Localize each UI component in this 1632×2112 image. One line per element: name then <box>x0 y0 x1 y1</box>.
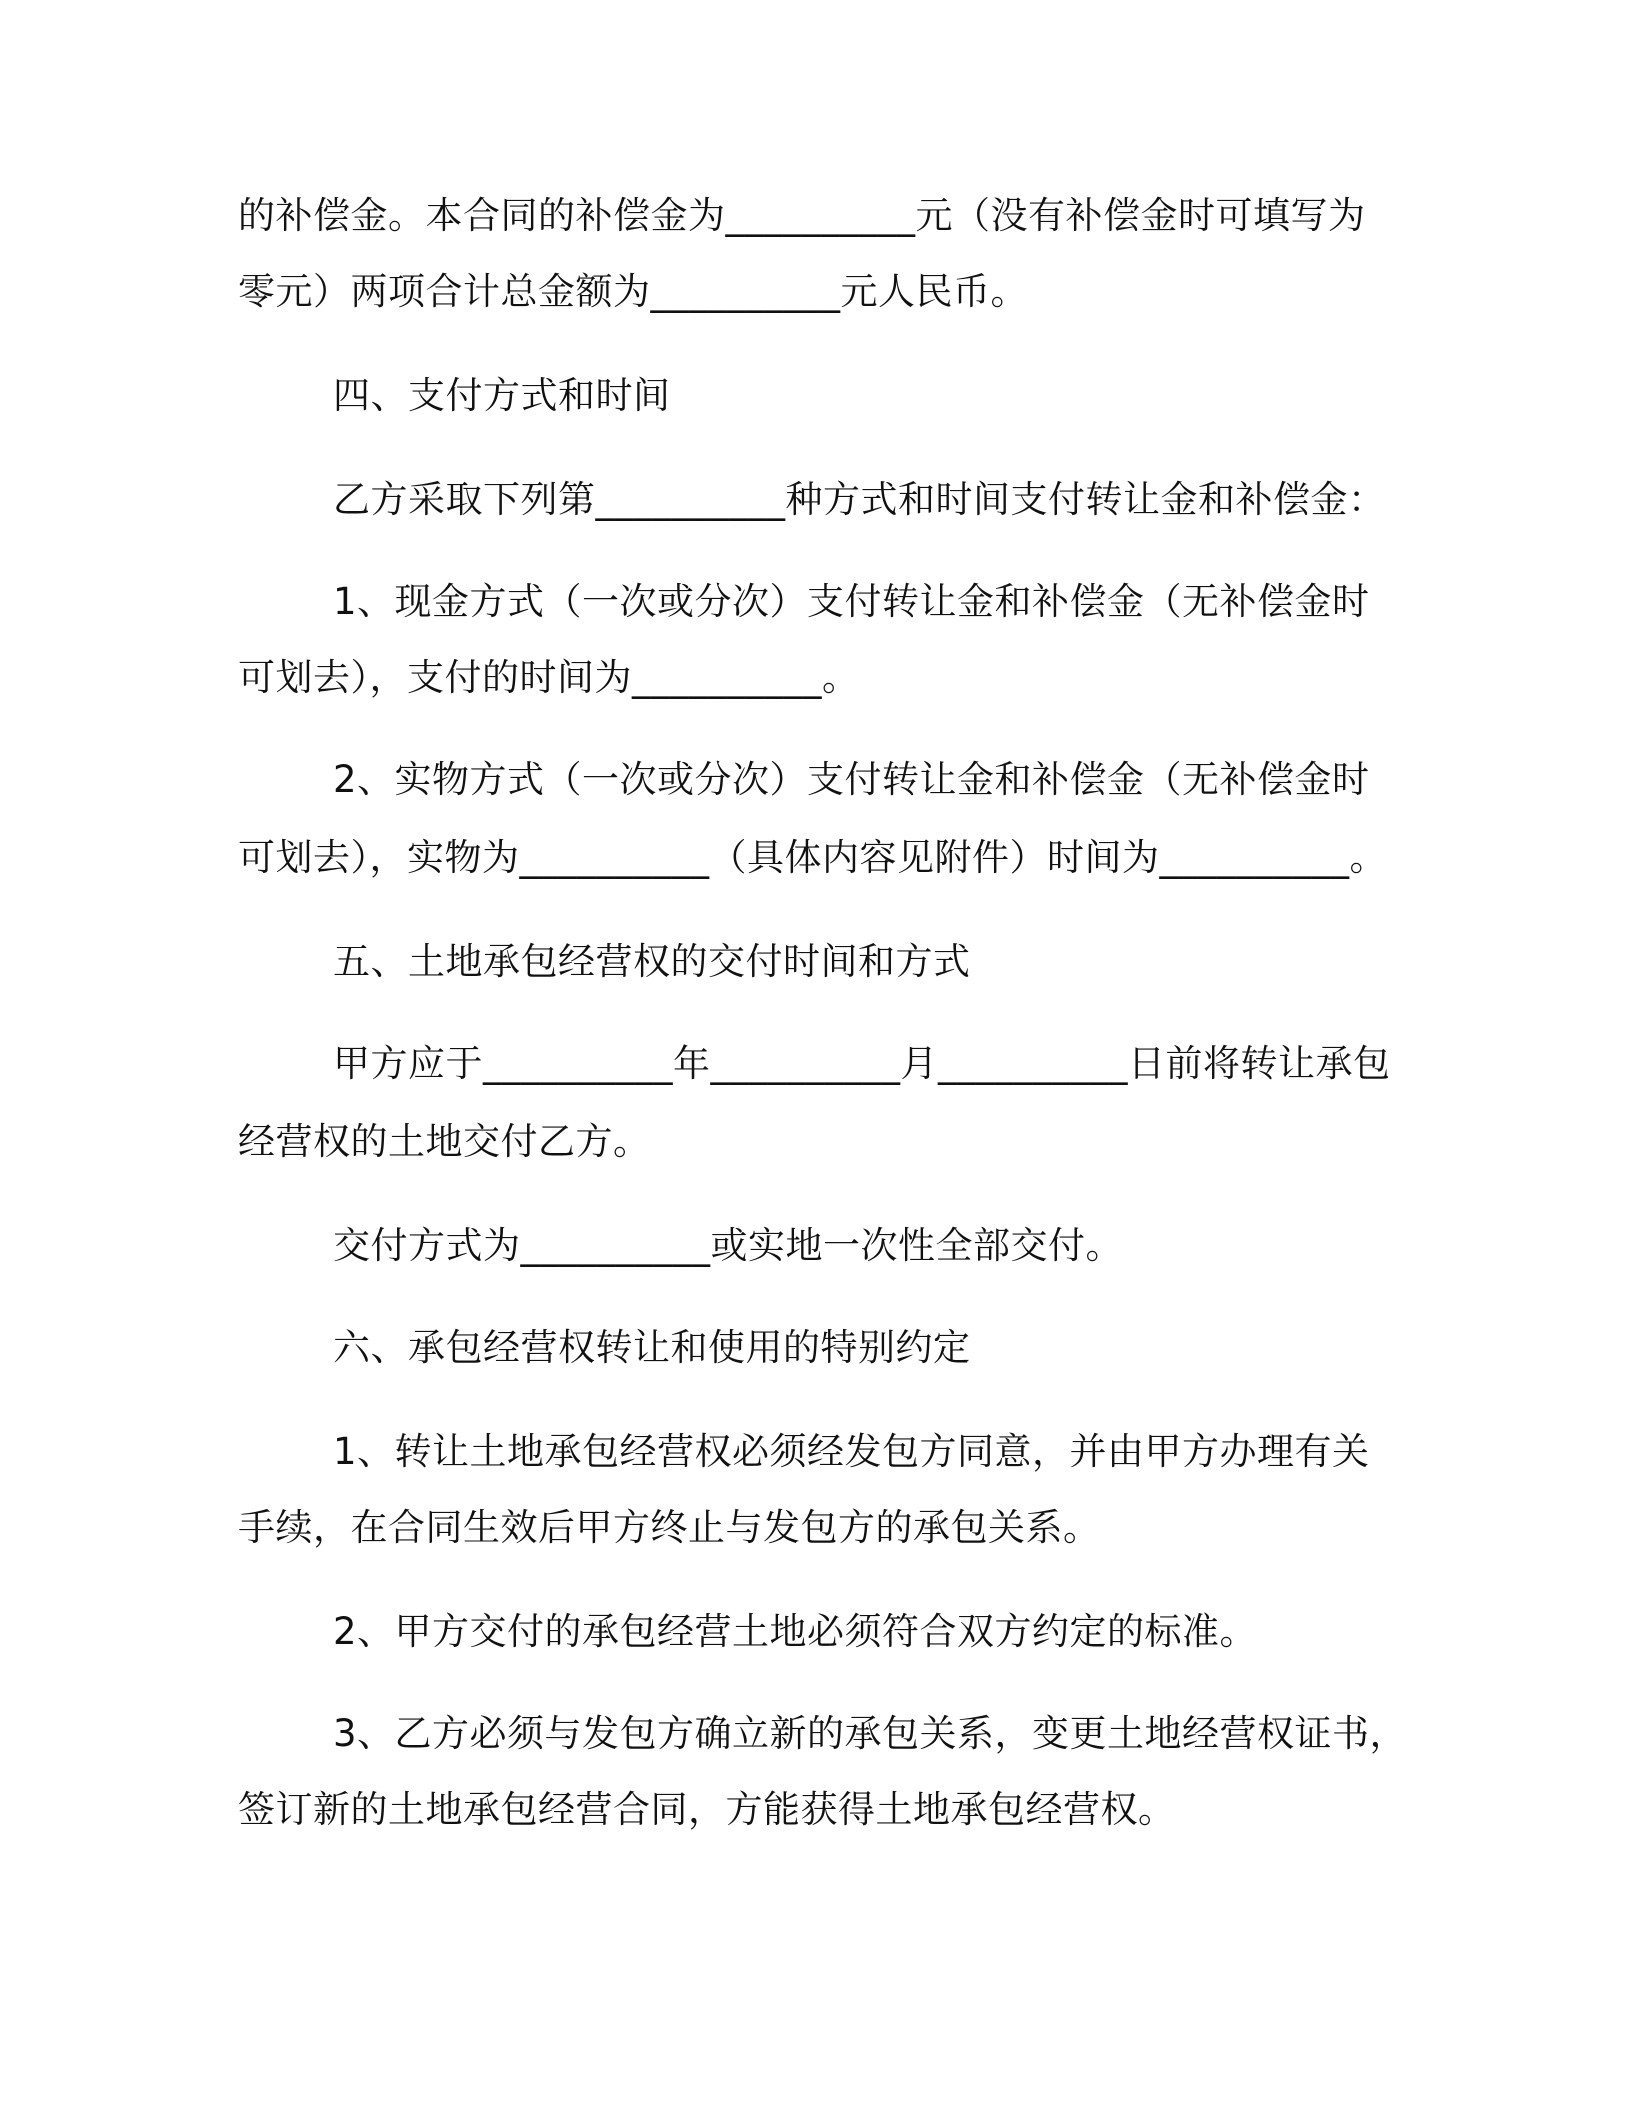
text-line-13: 2、甲方交付的承包经营土地必须符合双方约定的标准。 <box>333 1610 1258 1653</box>
text-line-15: 签订新的土地承包经营合同，方能获得土地承包经营权。 <box>238 1788 1176 1831</box>
text-line-2: 零元）两项合计总金额为__________元人民币。 <box>238 270 1028 313</box>
section-heading-6: 六、承包经营权转让和使用的特别约定 <box>333 1326 971 1369</box>
text-line-9: 经营权的土地交付乙方。 <box>238 1120 651 1163</box>
text-line-8: 甲方应于__________年__________月__________日前将转让承包 <box>333 1042 1391 1085</box>
text-line-10: 交付方式为__________或实地一次性全部交付。 <box>333 1224 1123 1267</box>
section-heading-5: 五、土地承包经营权的交付时间和方式 <box>333 940 971 983</box>
text-line-6: 2、实物方式（一次或分次）支付转让金和补偿金（无补偿金时 <box>333 758 1370 801</box>
text-line-12: 手续，在合同生效后甲方终止与发包方的承包关系。 <box>238 1506 1101 1549</box>
text-line-7: 可划去），实物为__________（具体内容见附件）时间为__________。 <box>238 836 1387 879</box>
text-line-1: 的补偿金。本合同的补偿金为__________元（没有补偿金时可填写为 <box>238 194 1366 237</box>
section-heading-4: 四、支付方式和时间 <box>333 374 671 417</box>
text-line-5: 可划去），支付的时间为__________。 <box>238 656 860 699</box>
text-line-11: 1、转让土地承包经营权必须经发包方同意，并由甲方办理有关 <box>333 1430 1370 1473</box>
text-line-14: 3、乙方必须与发包方确立新的承包关系，变更土地经营权证书， <box>333 1712 1408 1755</box>
text-line-3: 乙方采取下列第__________种方式和时间支付转让金和补偿金： <box>333 478 1386 521</box>
text-line-4: 1、现金方式（一次或分次）支付转让金和补偿金（无补偿金时 <box>333 580 1370 623</box>
